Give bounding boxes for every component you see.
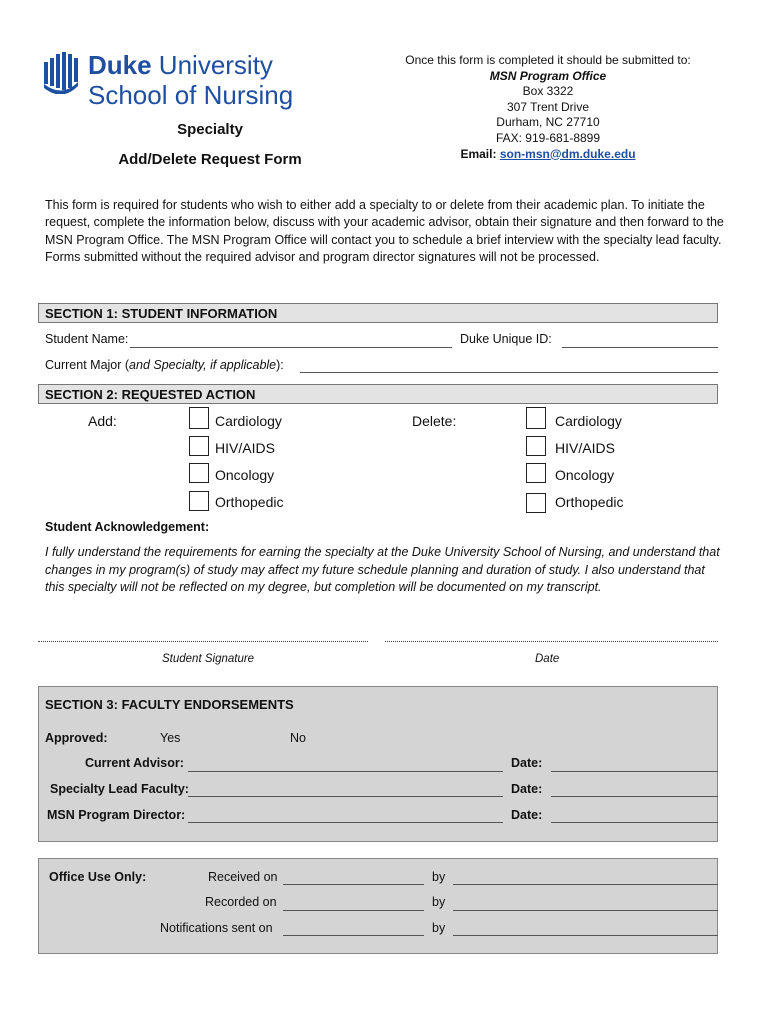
delete-orthopedic-checkbox[interactable]: [526, 493, 546, 513]
recorded-on-label: Recorded on: [205, 895, 277, 909]
office-city: Durham, NC 27710: [496, 115, 600, 130]
section3-header: SECTION 3: FACULTY ENDORSEMENTS: [45, 697, 294, 712]
received-on-field[interactable]: [283, 884, 424, 885]
approved-label: Approved:: [45, 731, 108, 745]
form-title-line2: Add/Delete Request Form: [118, 151, 302, 168]
approved-no-option[interactable]: No: [290, 731, 306, 745]
notifications-by-label: by: [432, 921, 446, 935]
duke-id-label: Duke Unique ID:: [460, 332, 552, 346]
delete-hivaids-checkbox[interactable]: [526, 436, 546, 456]
advisor-date-label: Date:: [511, 756, 543, 770]
add-cardiology-label: Cardiology: [215, 413, 282, 429]
logo-university-name: Duke University: [88, 50, 273, 80]
notifications-sent-field[interactable]: [283, 935, 424, 936]
director-signature-field[interactable]: [188, 822, 503, 823]
section1-header: SECTION 1: STUDENT INFORMATION: [38, 303, 718, 323]
delete-orthopedic-label: Orthopedic: [555, 494, 624, 510]
current-major-field[interactable]: [300, 372, 718, 373]
intro-paragraph: This form is required for students who wish to either add a specialty to or delete from their academic plan. To initiate the request, complete the information below, discuss with your academic advisor, obtain their signature and then forward to the MSN Program Office. The MSN Program Office will contact you to schedule a brief interview with the specialty lead faculty. Forms submitted without the required advisor and program director signatures will not be processed.: [45, 198, 724, 264]
director-label: MSN Program Director:: [47, 808, 186, 822]
office-box: Box 3322: [522, 84, 574, 99]
add-cardiology-checkbox[interactable]: [189, 407, 209, 429]
notifications-sent-label: Notifications sent on: [160, 921, 273, 935]
add-orthopedic-label: Orthopedic: [215, 494, 284, 510]
lead-faculty-signature-field[interactable]: [188, 796, 503, 797]
add-oncology-checkbox[interactable]: [189, 463, 209, 483]
director-date-label: Date:: [511, 808, 543, 822]
office-fax: FAX: 919-681-8899: [495, 130, 601, 145]
signature-date-label: Date: [535, 653, 560, 665]
advisor-date-field[interactable]: [551, 771, 718, 772]
current-major-label: Current Major (and Specialty, if applicable):: [45, 358, 284, 372]
signature-date-field[interactable]: [385, 641, 718, 642]
student-name-field[interactable]: [130, 347, 452, 348]
office-street: 307 Trent Drive: [506, 99, 590, 114]
add-hivaids-checkbox[interactable]: [189, 436, 209, 456]
recorded-on-field[interactable]: [283, 910, 424, 911]
delete-cardiology-label: Cardiology: [555, 413, 622, 429]
lead-faculty-label: Specialty Lead Faculty:: [50, 782, 189, 796]
student-name-label: Student Name:: [45, 332, 129, 346]
notifications-by-field[interactable]: [453, 935, 718, 936]
logo-school-name: School of Nursing: [88, 80, 294, 110]
duke-chapel-logo-icon: [44, 52, 80, 94]
student-signature-label: Student Signature: [162, 653, 255, 665]
office-use-title: Office Use Only:: [49, 870, 147, 884]
approved-yes-option[interactable]: Yes: [160, 731, 181, 745]
delete-label: Delete:: [412, 413, 457, 429]
office-name: MSN Program Office: [489, 68, 607, 83]
delete-oncology-label: Oncology: [555, 467, 615, 483]
section2-header: SECTION 2: REQUESTED ACTION: [38, 384, 718, 404]
submission-intro: Once this form is completed it should be submitted to:: [405, 53, 691, 67]
recorded-by-field[interactable]: [453, 910, 718, 911]
received-by-field[interactable]: [453, 884, 718, 885]
acknowledgement-text: I fully understand the requirements for earning the specialty at the Duke University School of Nursing, and understand that changes in my program(s) of study may affect my future schedule planning and duration of study. I also understand that this specialty will not be reflected on my degree, but completion will be documented on my transcript.: [45, 545, 720, 595]
submission-address: [400, 53, 696, 162]
advisor-label: Current Advisor:: [85, 756, 184, 770]
delete-oncology-checkbox[interactable]: [526, 463, 546, 483]
lead-faculty-date-field[interactable]: [551, 796, 718, 797]
add-label: Add:: [88, 413, 117, 429]
add-oncology-label: Oncology: [215, 467, 275, 483]
lead-faculty-date-label: Date:: [511, 782, 543, 796]
director-date-field[interactable]: [551, 822, 718, 823]
advisor-signature-field[interactable]: [188, 771, 503, 772]
acknowledgement-title: Student Acknowledgement:: [45, 520, 210, 534]
email-link[interactable]: son-msn@dm.duke.edu: [499, 146, 636, 161]
received-by-label: by: [432, 870, 446, 884]
form-title-line1: Specialty: [177, 121, 243, 138]
delete-hivaids-label: HIV/AIDS: [555, 440, 615, 456]
recorded-by-label: by: [432, 895, 446, 909]
student-signature-field[interactable]: [38, 641, 368, 642]
add-orthopedic-checkbox[interactable]: [189, 491, 209, 511]
duke-id-field[interactable]: [562, 347, 718, 348]
received-on-label: Received on: [208, 870, 278, 884]
office-email: Email: son-msn@dm.duke.edu: [460, 146, 636, 161]
delete-cardiology-checkbox[interactable]: [526, 407, 546, 429]
add-hivaids-label: HIV/AIDS: [215, 440, 275, 456]
